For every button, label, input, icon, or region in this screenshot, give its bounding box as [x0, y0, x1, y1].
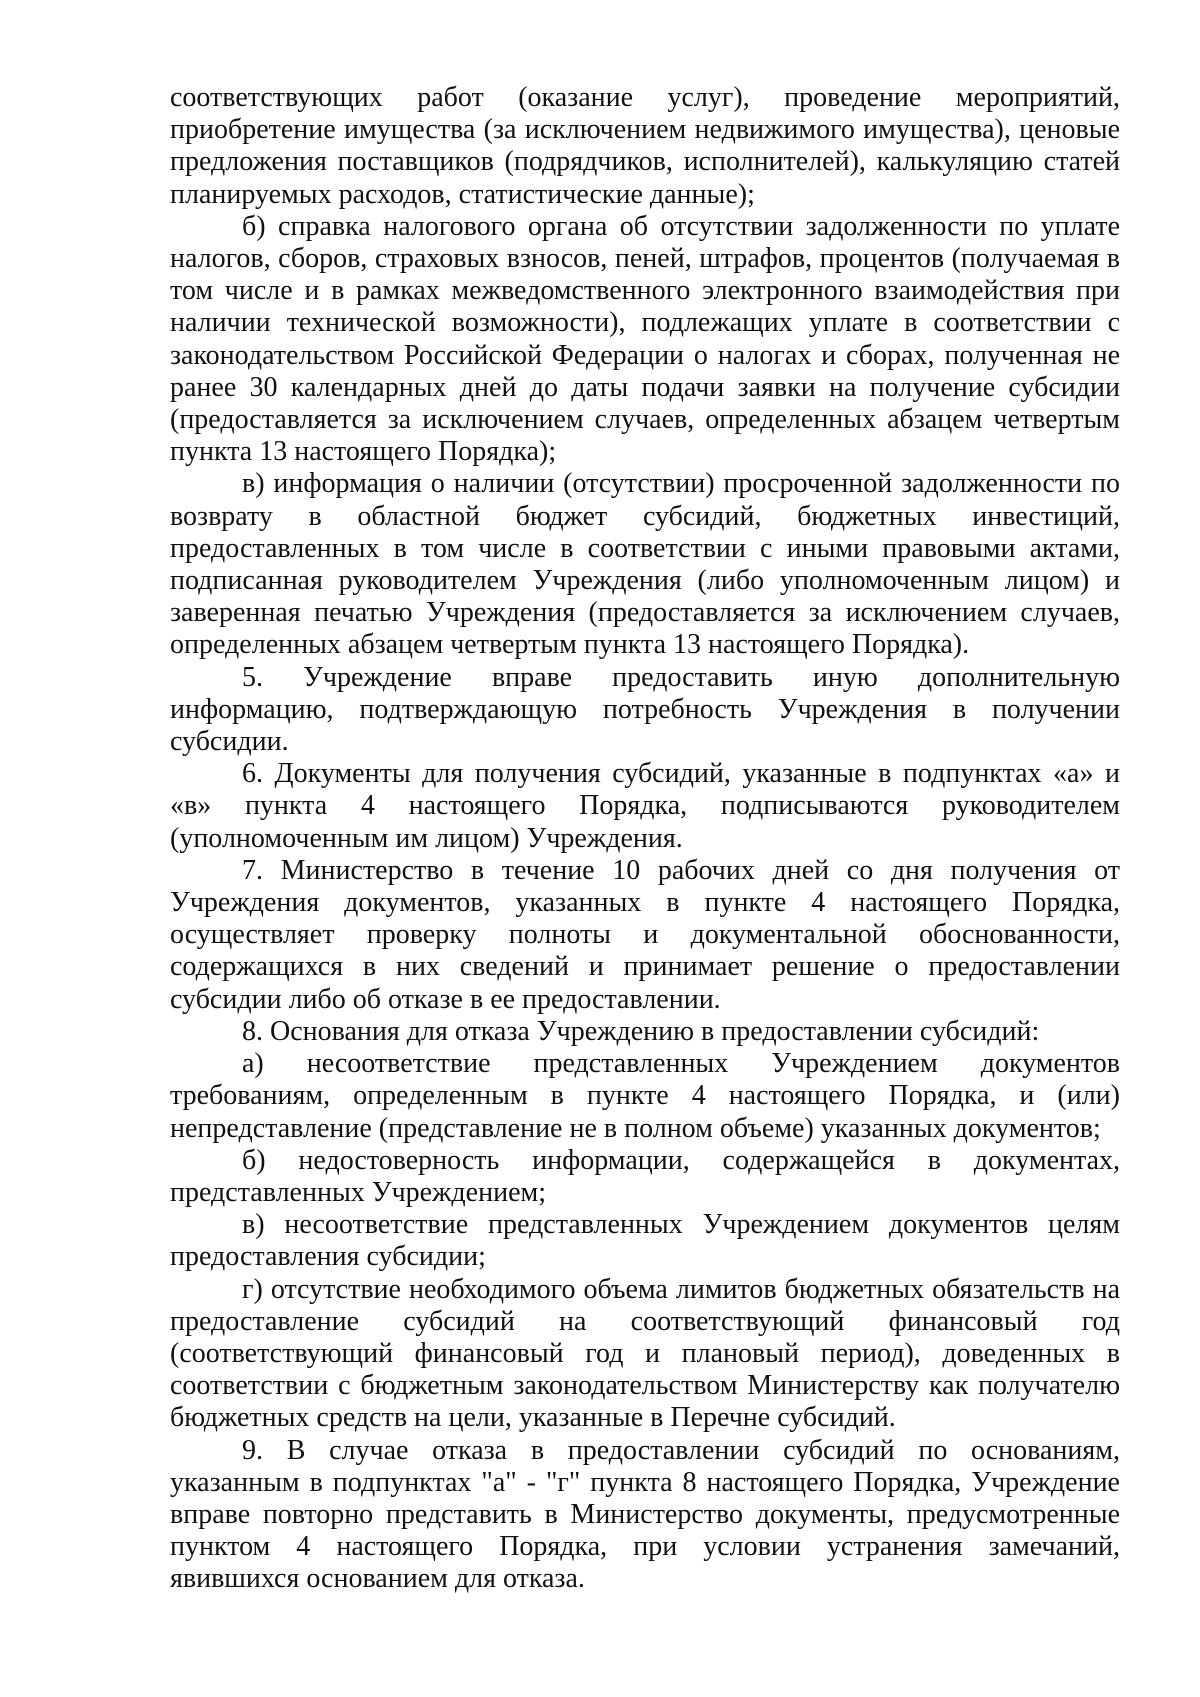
paragraph-6-document-signing: 6. Документы для получения субсидий, указанные в подпунктах «а» и «в» пункта 4 настоящего Порядка, подписываются руководителем (уполномоченным им лицом) Учреждения.	[170, 758, 1120, 854]
paragraph-5-additional-info: 5. Учреждение вправе предоставить иную дополнительную информацию, подтверждающую потребность Учреждения в получении субсидии.	[170, 661, 1120, 758]
paragraph-8-refusal-grounds: 8. Основания для отказа Учреждению в предоставлении субсидий:	[242, 1015, 1040, 1047]
paragraph-8v: в) несоответствие представленных Учреждением документов целям предоставления субсидии;	[170, 1209, 1120, 1273]
paragraph-8a: а) несоответствие представленных Учреждением документов требованиям, определенным в пункте 4 настоящего Порядка, и (или) непредставление (представление не в полном объеме) указанных документов;	[170, 1048, 1120, 1144]
paragraph-9-resubmission: 9. В случае отказа в предоставлении субсидий по основаниям, указанным в подпунктах "а" - "г" пункта 8 настоящего Порядка, Учреждение вправе повторно представить в Министерство документы, предусмотренные пунктом 4 настоящего Порядка, при условии устранения замечаний, явившихся основанием для отказа.	[170, 1434, 1120, 1595]
paragraph-7-ministry-review: 7. Министерство в течение 10 рабочих дней со дня получения от Учреждения документов, указанных в пункте 4 настоящего Порядка, осуществляет проверку полноты и документальной обоснованности, содержащихся в них сведений и принимает решение о предоставлении субсидии либо об отказе в ее предоставлении.	[170, 854, 1120, 1015]
paragraph-8g: г) отсутствие необходимого объема лимитов бюджетных обязательств на предоставление субсидий на соответствующий финансовый год (соответствующий финансовый год и плановый период), доведенных в соответствии с бюджетным законодательством Министерству как получателю бюджетных средств на цели, указанные в Перечне субсидий.	[170, 1273, 1120, 1434]
paragraph-4v-debt-information: в) информация о наличии (отсутствии) просроченной задолженности по возврату в областной бюджет субсидий, бюджетных инвестиций, предоставленных в том числе в соответствии с иными правовыми актами, подписанная руководителем Учреждения (либо уполномоченным лицом) и заверенная печатью Учреждения (предоставляется за исключением случаев, определенных абзацем четвертым пункта 13 настоящего Порядка).	[170, 468, 1120, 661]
document-page	[170, 82, 1120, 1596]
paragraph-4b-tax-certificate: б) справка налогового органа об отсутствии задолженности по уплате налогов, сборов, страховых взносов, пеней, штрафов, процентов (получаемая в том числе и в рамках межведомственного электронного взаимодействия при наличии технической возможности), подлежащих уплате в соответствии с законодательством Российской Федерации о налогах и сборах, полученная не ранее 30 календарных дней до даты подачи заявки на получение субсидии (предоставляется за исключением случаев, определенных абзацем четвертым пункта 13 настоящего Порядка);	[170, 210, 1120, 468]
paragraph-8b: б) недостоверность информации, содержащейся в документах, представленных Учреждением;	[170, 1144, 1120, 1208]
paragraph-continuation: соответствующих работ (оказание услуг), проведение мероприятий, приобретение имущества (за исключением недвижимого имущества), ценовые предложения поставщиков (подрядчиков, исполнителей), калькуляцию статей планируемых расходов, статистические данные);	[170, 82, 1120, 210]
